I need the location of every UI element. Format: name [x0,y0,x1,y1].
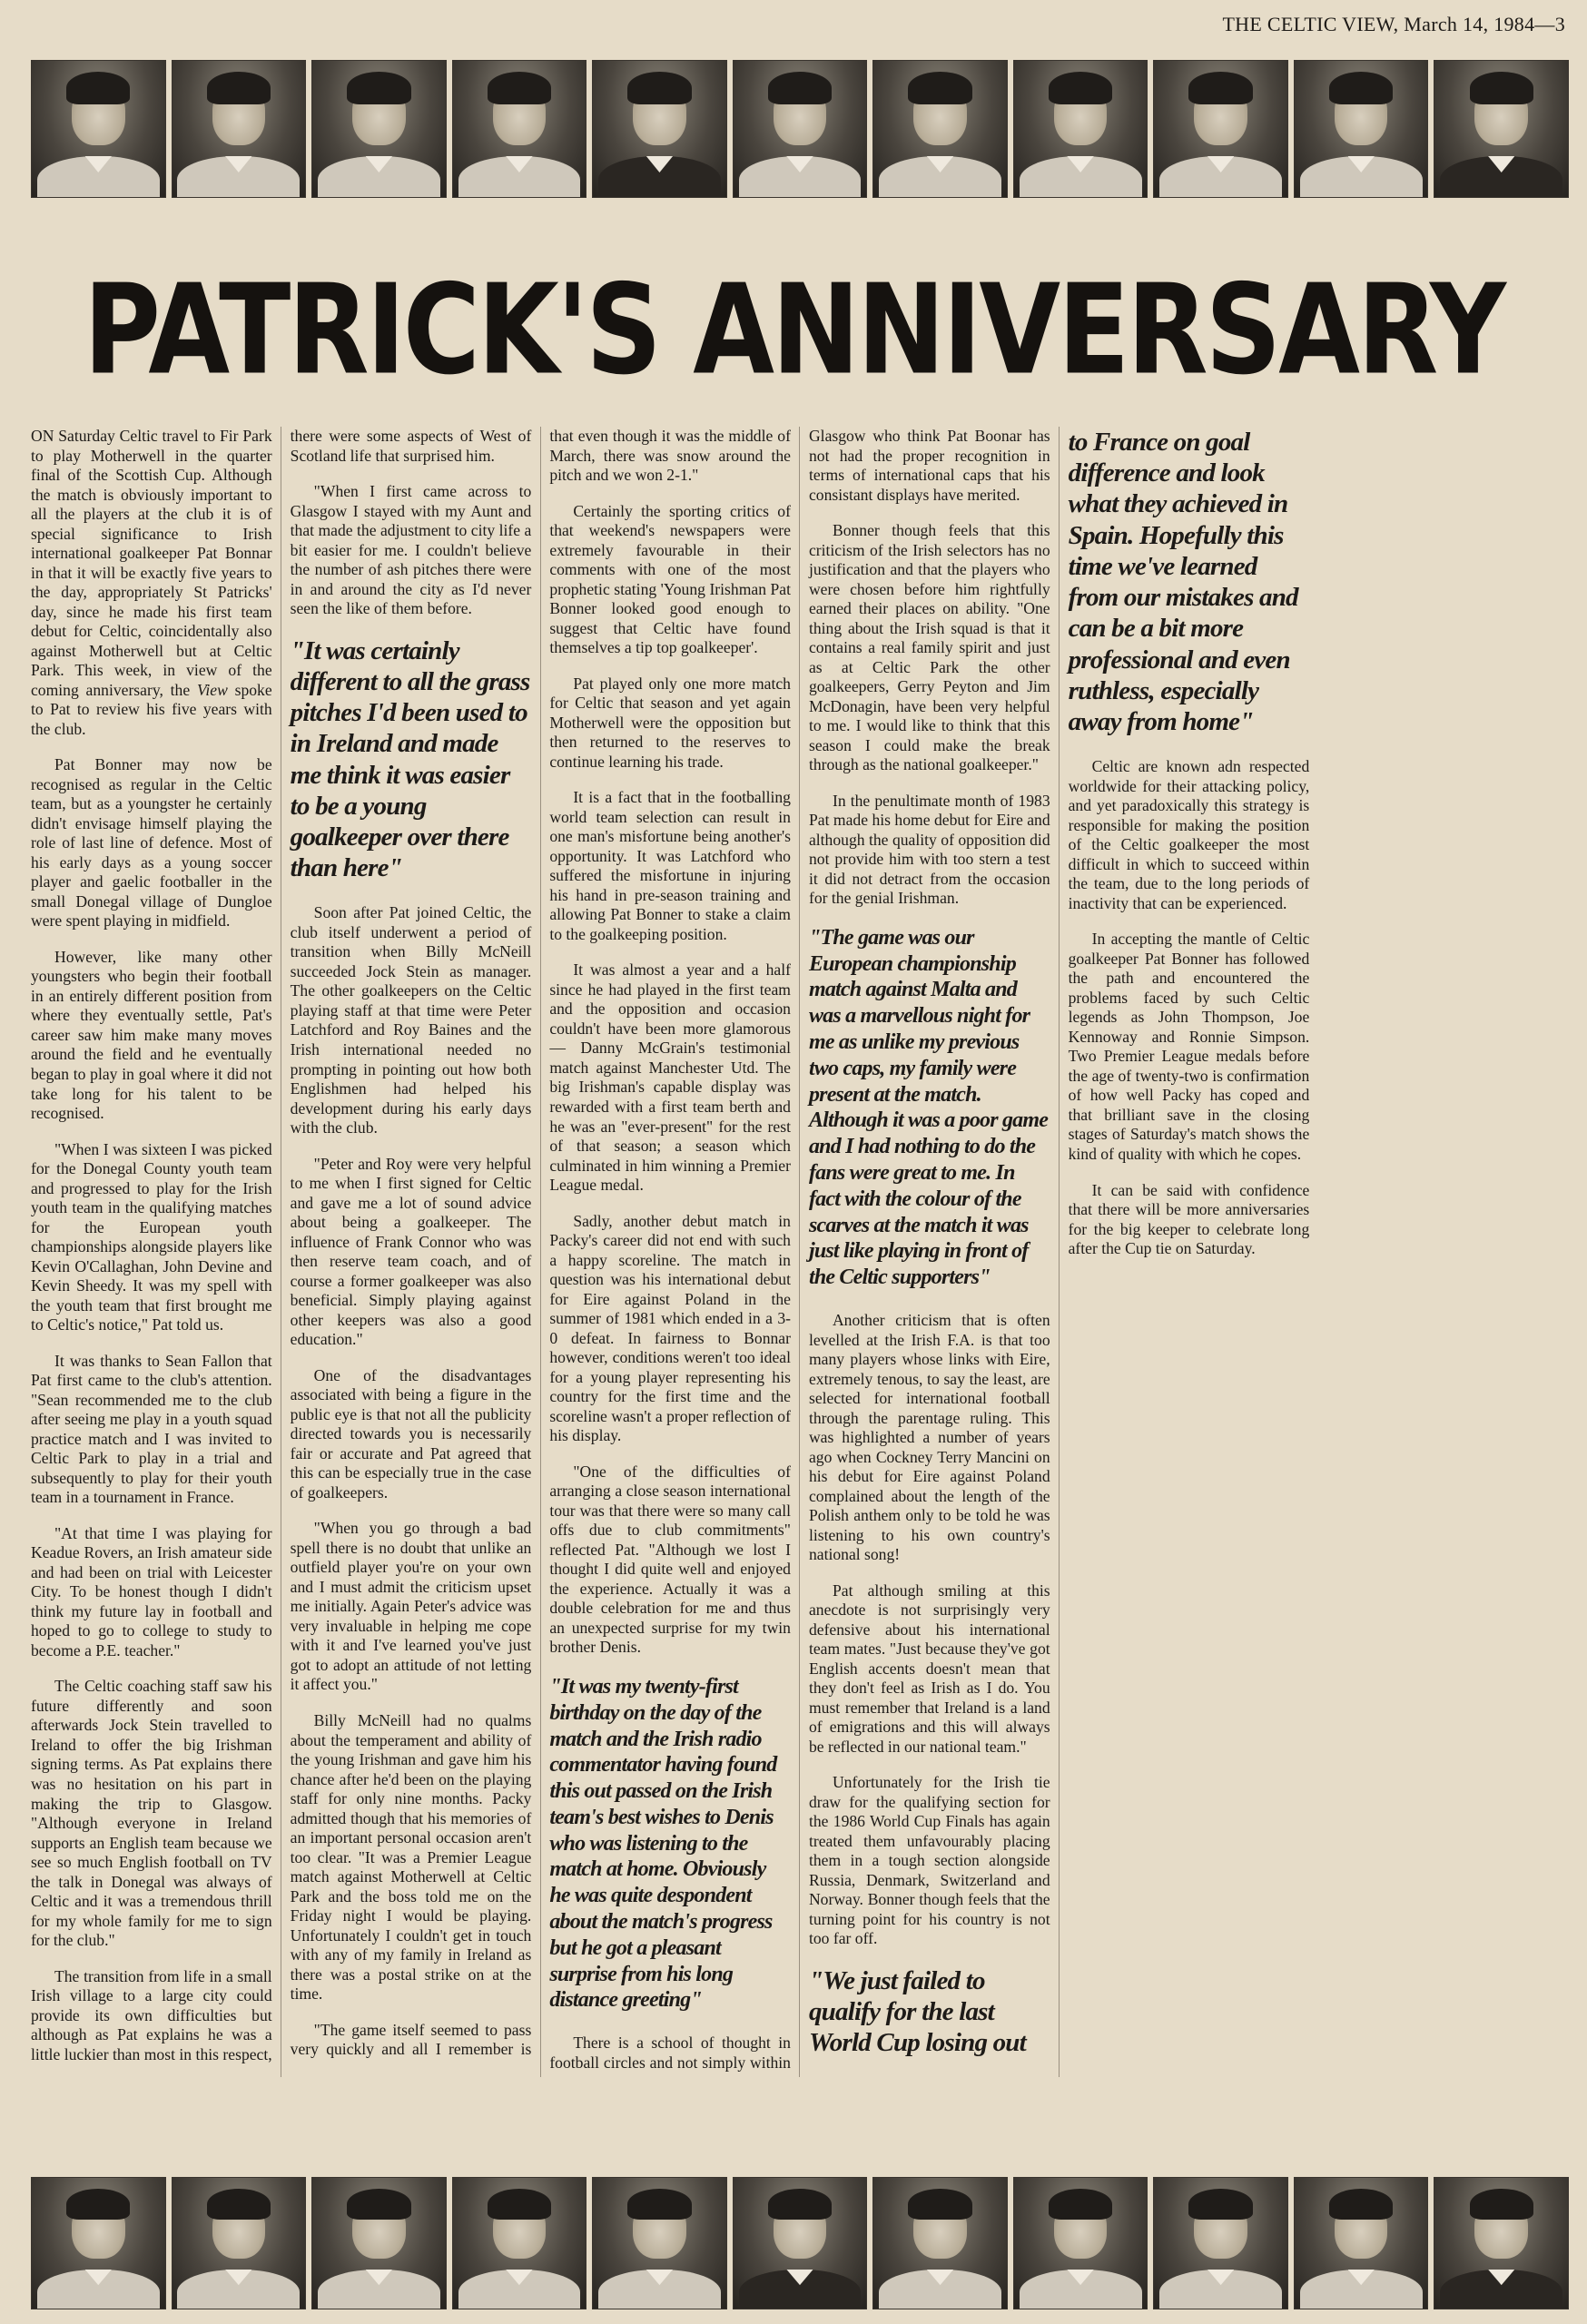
article-paragraph: Sadly, another debut match in Packy's career did not end with such a happy scoreline. The match in question was his international debut for Eire against Poland in the summer of 1981 which ended in a 3-0 defeat. In fairness to Bonnar however, conditions weren't too ideal for a young player representing his country for the first time and the scoreline wasn't a proper reflection of his display. [549,1211,791,1445]
portrait-photo [1434,60,1569,198]
portrait-photo [452,2177,587,2309]
portrait-photo [592,60,727,198]
article-paragraph: "Peter and Roy were very helpful to me when I first signed for Celtic and gave me a lot of sound advice about being a goalkeeper. The influence of Frank Connor who was then reserve team coach, and of course a former goalkeeper was also beneficial. Simply playing against other keepers was also a good education." [290,1154,532,1349]
article-paragraph: Unfortunately for the Irish tie draw for the qualifying section for the 1986 World Cup Finals has again treated them unfavourably placing them in a tough section alongside Russia, Denmark, Switzerland and Norway. Bonner though feels that the turning point for his country is not too far off. [808,1773,1050,1948]
article-paragraph: Pat Bonner may now be recognised as regular in the Celtic team, but as a youngster he certainly didn't envisage himself playing the role of last line of defence. Most of his early days as a young soccer player and gaelic footballer in the small Donegal village of Dungloe were spent playing in midfield. [31,755,272,931]
top-photo-strip [31,60,1569,198]
masthead: THE CELTIC VIEW, March 14, 1984—3 [1222,13,1565,35]
article-paragraph: Billy McNeill had no qualms about the temperament and ability of the young Irishman and gave him his chance after he'd been on the playing staff for only nine months. Packy admitted though that his memories of an important personal occasion aren't too clear. "It was a Premier League match against Motherwell at Celtic Park and the boss told me on the Friday night I would be playing. Unfortunately I couldn't get in touch with any of my family in Ireland as there was a postal strike on at the time. [290,1710,532,2004]
article-paragraph: Soon after Pat joined Celtic, the club itself underwent a period of transition when Billy McNeill succeeded Jock Stein as manager. The other goalkeepers on the Celtic playing staff at that time were Peter Latchford and Roy Baines and the Irish international needed no prompting in pointing out how both Englishmen had helped his development during his early days with the club. [290,903,532,1137]
portrait-photo [1294,2177,1429,2309]
article-paragraph: It is a fact that in the footballing world team selection can result in one man's misfortune being another's opportunity. It was Latchford who suffered the misfortune in injuring his hand in pre-season training and allowing Pat Bonner to stake a claim to the goalkeeping position. [549,788,791,943]
portrait-photo [872,2177,1008,2309]
bottom-photo-strip [31,2177,1569,2309]
article-paragraph: Pat although smiling at this anecdote is not surprisingly very defensive about his international team mates. "Just because they've got English accents doesn't mean that they don't feel as Irish as I do. You must remember that Ireland is a land of emigrations and this will always be reflected in our national team." [808,1581,1050,1756]
article-body [31,427,1569,2077]
portrait-photo [1153,2177,1288,2309]
article-paragraph: However, like many other youngsters who begin their football in an entirely different position from where they eventually settle, Pat's career saw him make many moves around the field and he eventually began to play in goal where it did not take long for his talent to be recognised. [31,947,272,1123]
article-paragraph: It was thanks to Sean Fallon that Pat first came to the club's attention. "Sean recommended me to the club after seeing me play in a youth squad practice match and I was invited to Celtic Park to play in a trial and subsequently to play for their youth team in a tournament in France. [31,1351,272,1507]
article-paragraph: "At that time I was playing for Keadue Rovers, an Irish amateur side and had been on trial with Leicester City. To be honest though I didn't think my future lay in football and hoped to go to college to study to become a P.E. teacher." [31,1523,272,1659]
article-paragraph: Another criticism that is often levelled at the Irish F.A. is that too many players whose links with Eire, extremely tenous, to say the least, are selected for international football through the parentage ruling. This was highlighted a number of years ago when Cockney Terry Mancini on his debut for Eire against Poland complained about the length of the Polish anthem only to be told he was listening to his own country's national song! [808,1311,1050,1564]
pull-quote: "The game was our European championship match against Malta and was a marvellous night for me as unlike my previous two caps, my family were present at the match. Although it was a poor game and I had nothing to do the fans were great to me. In fact with the colour of the scarves at the match it was just like playing in front of the Celtic supporters" [808,925,1049,1290]
portrait-photo [31,2177,166,2309]
article-paragraph: "When I was sixteen I was picked for the Donegal County youth team and progressed to play for the Irish youth team in the qualifying matches for the European youth championships alongside players like Kevin O'Callaghan, John Devine and Kevin Sheedy. It was my spell with the youth team that first brought me to Celtic's notice," Pat told us. [31,1139,272,1334]
article-paragraph: In the penultimate month of 1983 Pat made his home debut for Eire and although the quality of opposition did not provide him with too stern a test it did not detract from the occasion for the genial Irishman. [808,791,1050,908]
portrait-photo [1013,60,1148,198]
portrait-photo [872,60,1008,198]
article-paragraph: "When you go through a bad spell there is no doubt that unlike an outfield player you're on your own and I must admit the criticism upset me initially. Again Peter's advice was very invaluable in helping me cope with it and I've learned you've just got to adopt an attitude of not letting it affect you." [290,1519,532,1694]
headline: PATRICK'S ANNIVERSARY [84,258,1503,403]
article-paragraph: Celtic are known adn respected worldwide for their attacking policy, and yet paradoxically this strategy is responsible for making the position of the Celtic goalkeeper the most difficult in which to succeed within the team, due to the long periods of inactivity that can be experienced. [1068,757,1310,912]
portrait-photo [733,2177,868,2309]
pull-quote: "We just failed to qualify for the last World Cup losing out to France on goal difference and look what they achieved in Spain. Hopefully this time we've learned from our mistakes and can be a bit more professional and even ruthless, especially away from home" [808,428,1298,2058]
article-paragraph: It can be said with confidence that there will be more anniversaries for the big keeper to celebrate long after the Cup tie on Saturday. [1068,1180,1310,1258]
article-paragraph: The transition from life in a small Irish village to a large city could provide its own difficulties but although as Pat explains he was a little luckier than most in this respect, there were some aspects of West of Scotland life that surprised him. [31,427,532,2063]
portrait-photo [452,60,587,198]
portrait-photo [592,2177,727,2309]
portrait-photo [1294,60,1429,198]
portrait-photo [172,60,307,198]
article-paragraph: "When I first came across to Glasgow I stayed with my Aunt and that made the adjustment to city life a bit easier for me. I couldn't believe the number of ash pitches there were in and around the city as I'd never seen the like of them before. [290,482,532,618]
portrait-photo [311,60,447,198]
pull-quote: "It was certainly different to all the grass pitches I'd been used to in Ireland and made me think it was easier to be a young goalkeeper over there than here" [290,635,530,883]
portrait-photo [733,60,868,198]
pull-quote: "It was my twenty-first birthday on the day of the match and the Irish radio commentator having found this out passed on the Irish team's best wishes to Denis who was listening to the match at home. Obviously he was quite despondent about the match's progress but he got a pleasant surprise from his long distance greeting" [549,1674,777,2013]
portrait-photo [311,2177,447,2309]
article-paragraph: In accepting the mantle of Celtic goalkeeper Pat Bonner has followed the path and encountered the problems faced by such Celtic legends as John Thompson, Joe Kennoway and Ronnie Simpson. Two Premier League medals before the age of twenty-two is confirmation of how well Packy has coped and that brilliant save in the closing stages of Saturday's match shows the kind of quality with which he copes. [1068,930,1310,1163]
portrait-photo [172,2177,307,2309]
article-paragraph: The Celtic coaching staff saw his future differently and soon afterwards Jock Stein travelled to Ireland to offer the big Irishman signing terms. As Pat explains there was no hesitation on his part in making the trip to Glasgow. "Although everyone in Ireland supports an English team because we see so much English football on TV the talk in Donegal was always of Celtic and it was a tremendous thrill for my whole family for me to sign for the club." [31,1677,272,1950]
article-paragraph: "One of the difficulties of arranging a close season international tour was that there were so many call offs due to club commitments" reflected Pat. "Although we lost I thought I did quite well and enjoyed the experience. Actually it was a double celebration for me and thus an unexpected surprise for my twin brother Denis. [549,1462,791,1657]
article-paragraph: Pat played only one more match for Celtic that season and yet again Motherwell were the opposition but then returned to the reserves to continue learning his trade. [549,674,791,771]
portrait-photo [1434,2177,1569,2309]
portrait-photo [31,60,166,198]
article-paragraph: ON Saturday Celtic travel to Fir Park to play Motherwell in the quarter final of the Scottish Cup. Although the match is obviously important to all the players at the club it is of special significance to Irish international goalkeeper Pat Bonnar in that it will be exactly five years to the day, appropriately St Patricks' day, since he made his first team debut for Celtic, coincidentally also against Motherwell but at Celtic Park. This week, in view of the coming anniversary, the View spoke to Pat to review his five years with the club. [31,427,272,738]
article-paragraph: It was almost a year and a half since he had played in the first team and the opposition and occasion couldn't have been more glamorous — Danny McGrain's testimonial match against Manchester Utd. The big Irishman's capable display was rewarded with a first team berth and he was an "ever-present" for the rest of that season; a season which culminated in him winning a Premier League medal. [549,960,791,1195]
article-paragraph: Bonner though feels that this criticism of the Irish selectors has no justification and that the players who were chosen before him rightfully earned their places on ability. "One thing about the Irish squad is that it contains a real family spirit and just as at Celtic Park the other goalkeepers, Gerry Peyton and Jim McDonagin, have been very helpful to me. I would like to think that this season I could make the break through as the national goalkeeper." [808,521,1050,774]
article-paragraph: One of the disadvantages associated with being a figure in the public eye is that not all the publicity directed towards you is necessarily fair or accurate and Pat agreed that this can be especially true in the case of goalkeepers. [290,1365,532,1502]
article-paragraph: "The game itself seemed to pass very quickly and all I remember is that even though it was the middle of March, there was snow around the pitch and we won 2-1." [290,427,791,2059]
article-paragraph: There is a school of thought in football circles and not simply within Glasgow who think Pat Boonar has not had the proper recognition in terms of international caps that his consistant displays have merited. [549,427,1050,2072]
article-paragraph: Certainly the sporting critics of that weekend's newspapers were extremely favourable in their comments with one of the most prophetic stating 'Young Irishman Pat Bonner looked good enough to suggest that Celtic have found themselves a tip top goalkeeper'. [549,501,791,657]
portrait-photo [1153,60,1288,198]
portrait-photo [1013,2177,1148,2309]
